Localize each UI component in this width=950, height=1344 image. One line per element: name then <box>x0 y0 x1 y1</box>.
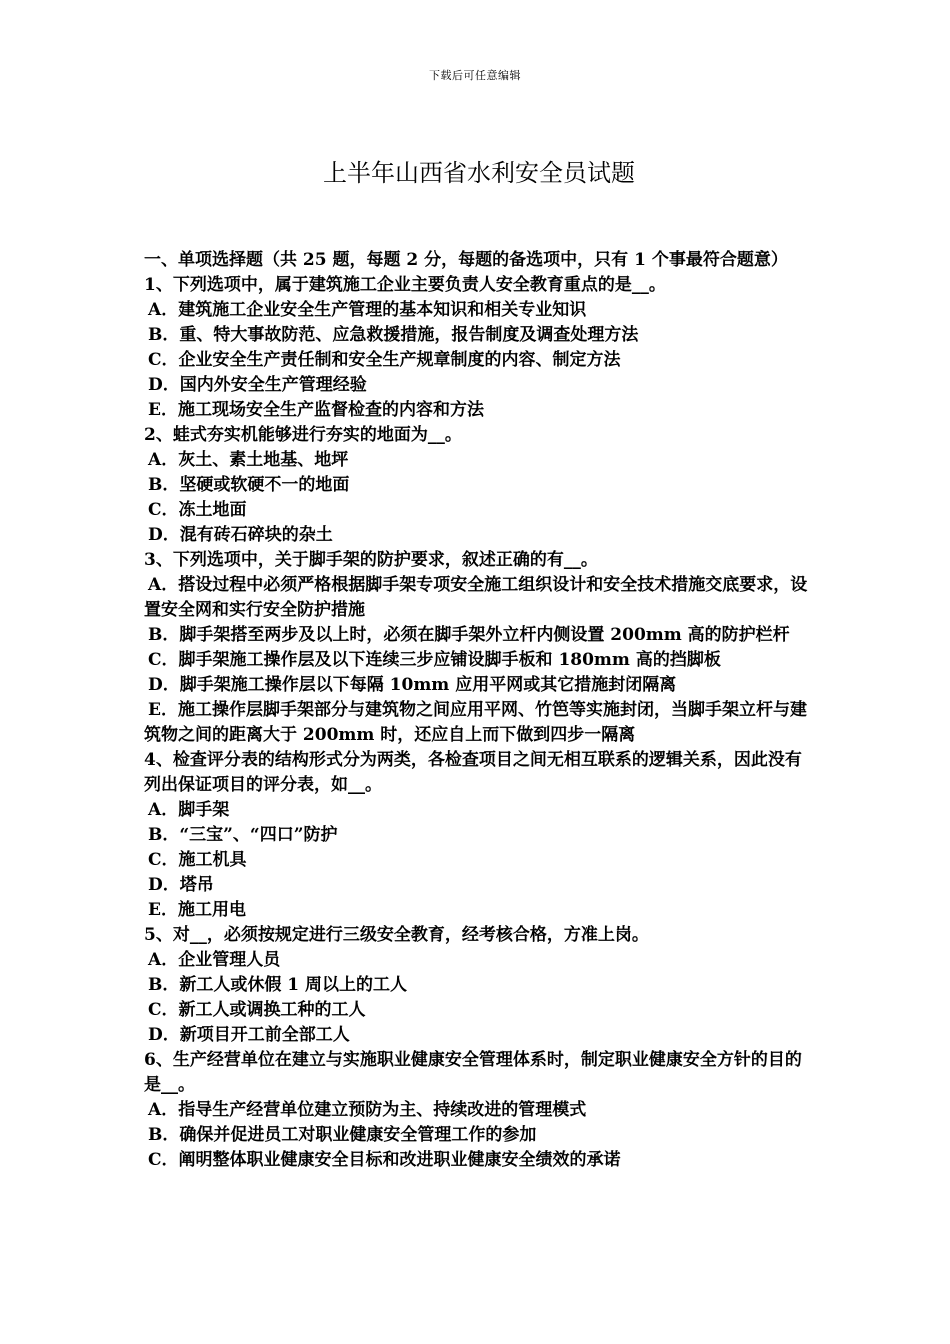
answer-option: E．施工现场安全生产监督检查的内容和方法 <box>148 400 484 420</box>
answer-option: B．确保并促进员工对职业健康安全管理工作的参加 <box>148 1125 537 1145</box>
answer-option: C．阐明整体职业健康安全目标和改进职业健康安全绩效的承诺 <box>148 1150 621 1170</box>
answer-option: E．施工操作层脚手架部分与建筑物之间应用平网、竹笆等实施封闭，当脚手架立杆与建筑物之间的距离大于 200mm 时，还应自上而下做到四步一隔离 <box>144 700 807 745</box>
answer-option: B．坚硬或软硬不一的地面 <box>148 475 350 495</box>
question-stem: 5、对__，必须按规定进行三级安全教育，经考核合格，方准上岗。 <box>144 925 649 945</box>
answer-option: A．灰土、素土地基、地坪 <box>148 450 349 470</box>
document-body <box>144 248 808 1173</box>
question-stem: 2、蛙式夯实机能够进行夯实的地面为__。 <box>144 425 462 445</box>
question-stem: 6、生产经营单位在建立与实施职业健康安全管理体系时，制定职业健康安全方针的目的是__。 <box>144 1050 802 1095</box>
answer-option: D．混有砖石碎块的杂土 <box>148 525 333 545</box>
answer-option: B．脚手架搭至两步及以上时，必须在脚手架外立杆内侧设置 200mm 高的防护栏杆 <box>148 625 790 645</box>
answer-option: B．“三宝”、“四口”防护 <box>148 825 338 845</box>
answer-option: D．新项目开工前全部工人 <box>148 1025 350 1045</box>
answer-option: C．脚手架施工操作层及以下连续三步应铺设脚手板和 180mm 高的挡脚板 <box>148 650 721 670</box>
answer-option: C．企业安全生产责任制和安全生产规章制度的内容、制定方法 <box>148 350 621 370</box>
answer-option: D．国内外安全生产管理经验 <box>148 375 367 395</box>
answer-option: A．指导生产经营单位建立预防为主、持续改进的管理模式 <box>148 1100 587 1120</box>
question-stem: 3、下列选项中，关于脚手架的防护要求，叙述正确的有__。 <box>144 550 598 570</box>
header-note: 下载后可任意编辑 <box>429 69 521 82</box>
answer-option: E．施工用电 <box>148 900 246 920</box>
answer-option: C．冻土地面 <box>148 500 247 520</box>
answer-option: A．建筑施工企业安全生产管理的基本知识和相关专业知识 <box>148 300 587 320</box>
answer-option: C．新工人或调换工种的工人 <box>148 1000 366 1020</box>
question-stem: 4、检查评分表的结构形式分为两类，各检查项目之间无相互联系的逻辑关系，因此没有列出保证项目的评分表，如__。 <box>144 750 802 795</box>
answer-option: D．脚手架施工操作层以下每隔 10mm 应用平网或其它措施封闭隔离 <box>148 675 677 695</box>
answer-option: B．新工人或休假 1 周以上的工人 <box>148 975 408 995</box>
document-title: 上半年山西省水利安全员试题 <box>323 159 635 187</box>
answer-option: A．搭设过程中必须严格根据脚手架专项安全施工组织设计和安全技术措施交底要求，设置安全网和实行安全防护措施 <box>144 575 808 620</box>
question-stem: 1、下列选项中，属于建筑施工企业主要负责人安全教育重点的是__。 <box>144 275 666 295</box>
section-heading: 一、单项选择题（共 25 题，每题 2 分，每题的备选项中，只有 1 个事最符合题意） <box>144 250 788 270</box>
answer-option: A．脚手架 <box>148 800 230 820</box>
answer-option: A．企业管理人员 <box>148 950 281 970</box>
answer-option: B．重、特大事故防范、应急救援措施，报告制度及调查处理方法 <box>148 325 639 345</box>
answer-option: C．施工机具 <box>148 850 247 870</box>
answer-option: D．塔吊 <box>148 875 214 895</box>
